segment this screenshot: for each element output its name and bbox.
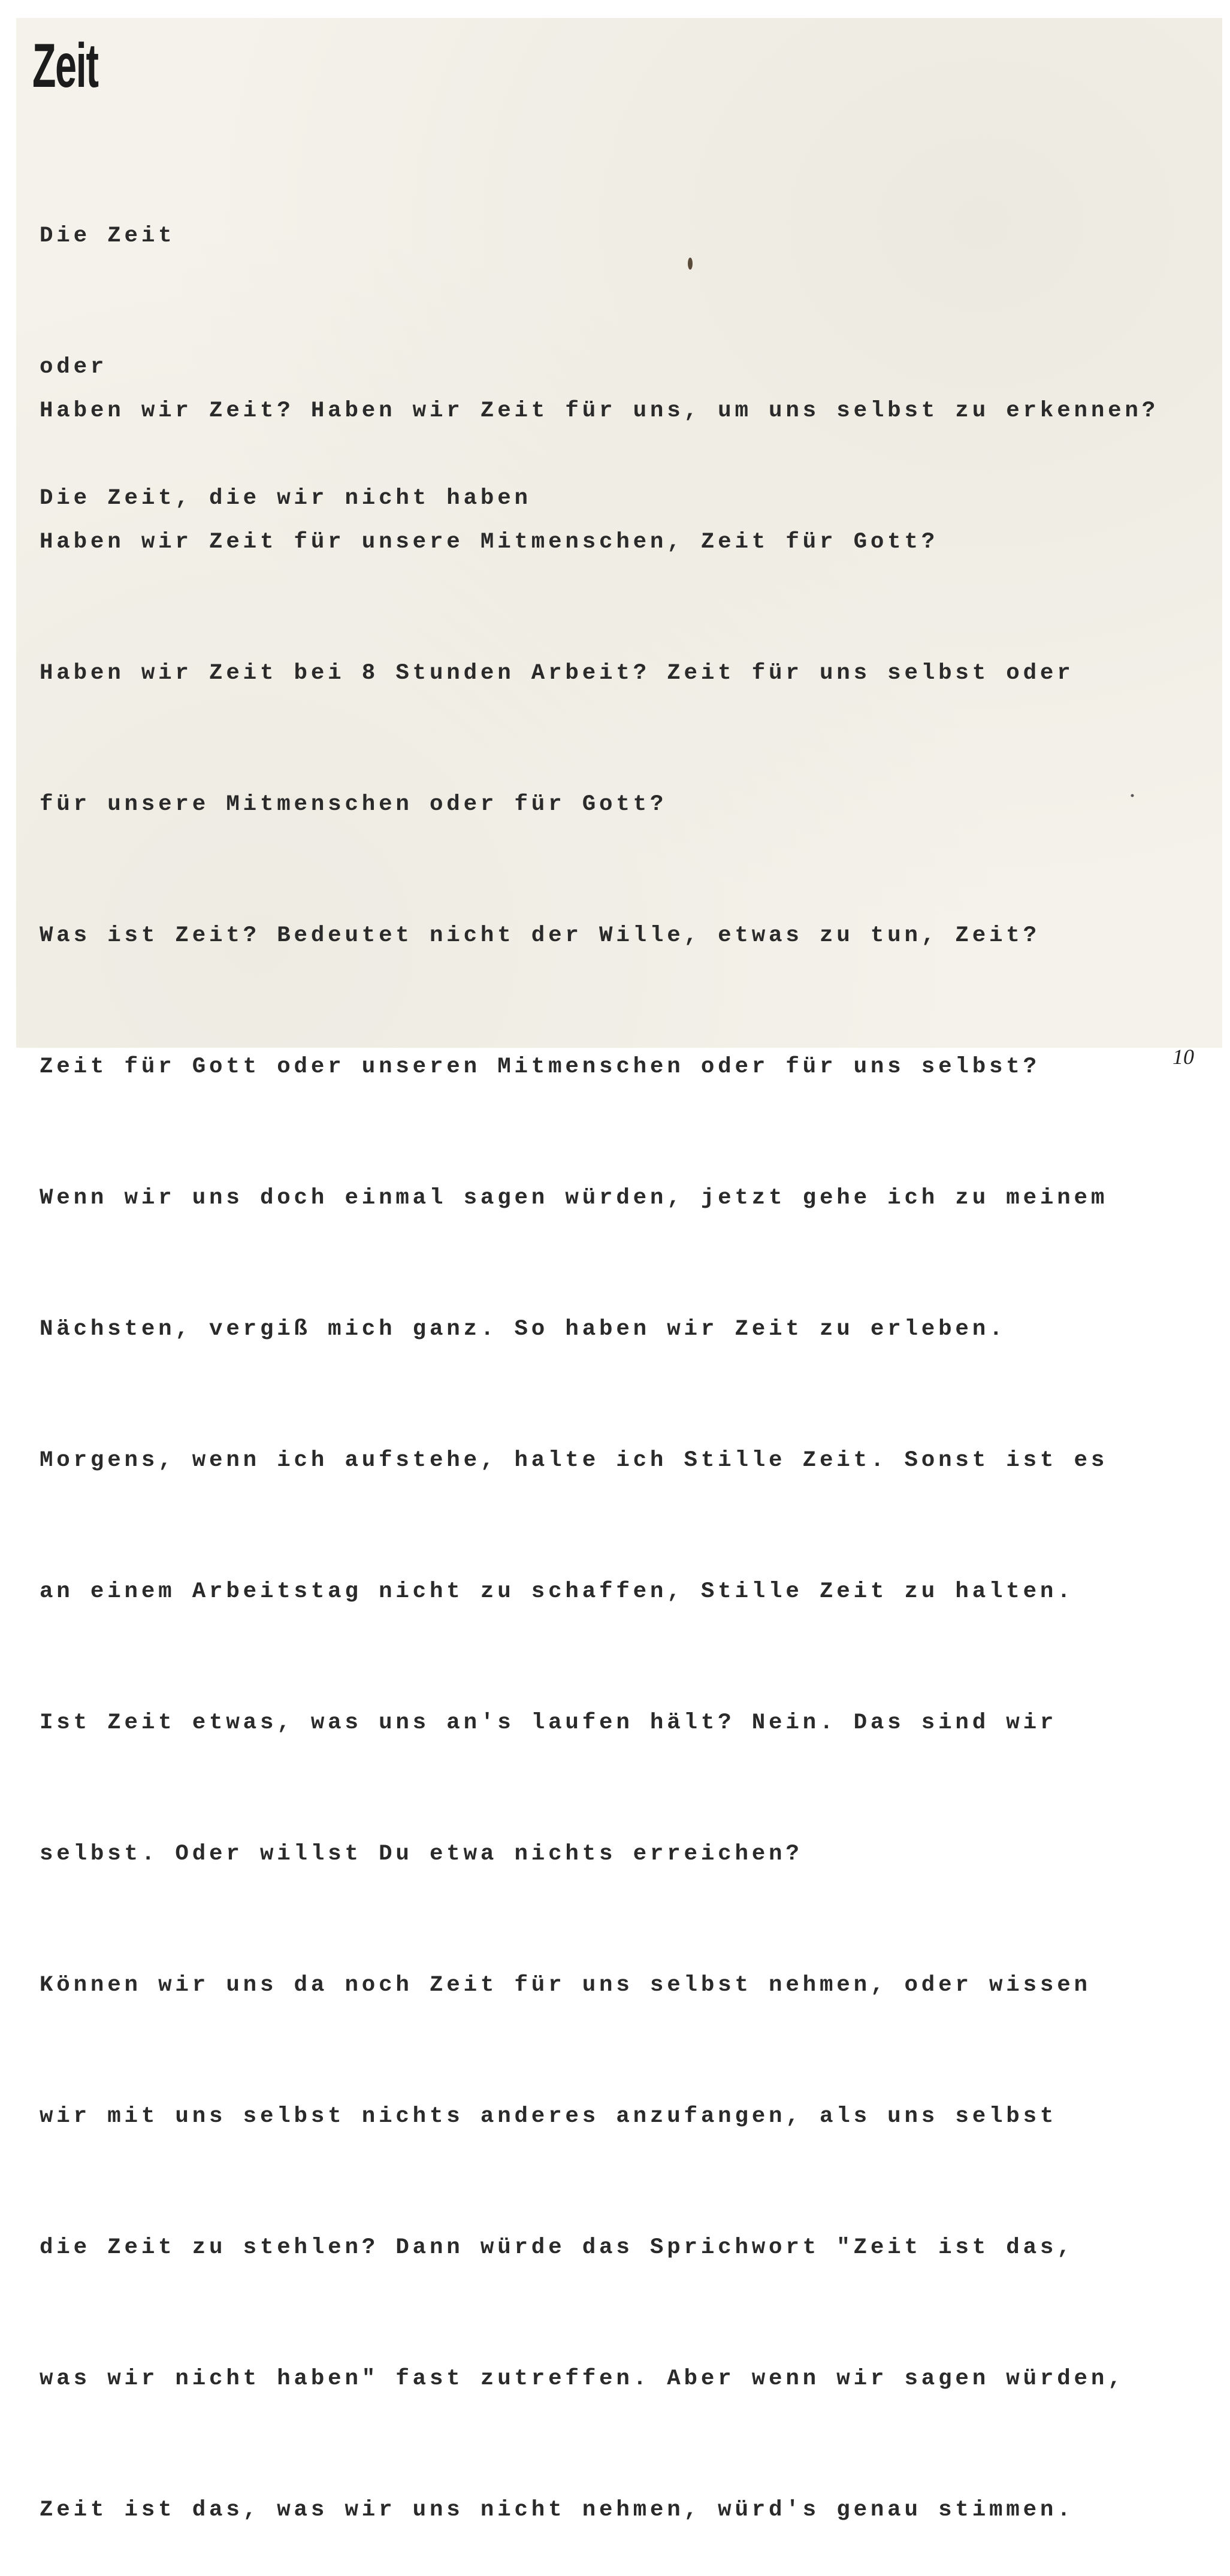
body-text: [40, 302, 1159, 2576]
body-line: für unsere Mitmenschen oder für Gott?: [40, 792, 667, 817]
subtitle-line: oder: [40, 355, 108, 380]
body-line: Was ist Zeit? Bedeutet nicht der Wille, etwas zu tun, Zeit?: [40, 923, 1040, 948]
body-line: was wir nicht haben" fast zutreffen. Aber wenn wir sagen würden,: [40, 2366, 1125, 2391]
body-line: Können wir uns da noch Zeit für uns selbst nehmen, oder wissen: [40, 1973, 1091, 1998]
body-line: die Zeit zu stehlen? Dann würde das Sprichwort "Zeit ist das,: [40, 2235, 1074, 2260]
body-line: Zeit für Gott oder unseren Mitmenschen oder für uns selbst?: [40, 1054, 1040, 1080]
page-title: Zeit: [32, 31, 98, 101]
body-line: wir mit uns selbst nichts anderes anzufangen, als uns selbst: [40, 2104, 1057, 2129]
body-line: Haben wir Zeit für unsere Mitmenschen, Zeit für Gott?: [40, 530, 939, 555]
body-line: Ist Zeit etwas, was uns an's laufen hält? Nein. Das sind wir: [40, 1710, 1057, 1736]
page-number: 10: [1172, 1045, 1194, 1069]
body-line: Zeit ist das, was wir uns nicht nehmen, würd's genau stimmen.: [40, 2498, 1074, 2523]
subtitle-line: Die Zeit, die wir nicht haben: [40, 486, 531, 511]
body-line: selbst. Oder willst Du etwa nichts erreichen?: [40, 1842, 803, 1867]
body-line: Haben wir Zeit bei 8 Stunden Arbeit? Zeit für uns selbst oder: [40, 661, 1074, 686]
body-line: Nächsten, vergiß mich ganz. So haben wir Zeit zu erleben.: [40, 1317, 1007, 1342]
body-line: Wenn wir uns doch einmal sagen würden, jetzt gehe ich zu meinem: [40, 1186, 1108, 1211]
body-line: Morgens, wenn ich aufstehe, halte ich Stille Zeit. Sonst ist es: [40, 1448, 1108, 1473]
subtitle-line: Die Zeit: [40, 223, 176, 249]
body-line: an einem Arbeitstag nicht zu schaffen, Stille Zeit zu halten.: [40, 1579, 1074, 1604]
body-line: Haben wir Zeit? Haben wir Zeit für uns, um uns selbst zu erkennen?: [40, 398, 1159, 424]
